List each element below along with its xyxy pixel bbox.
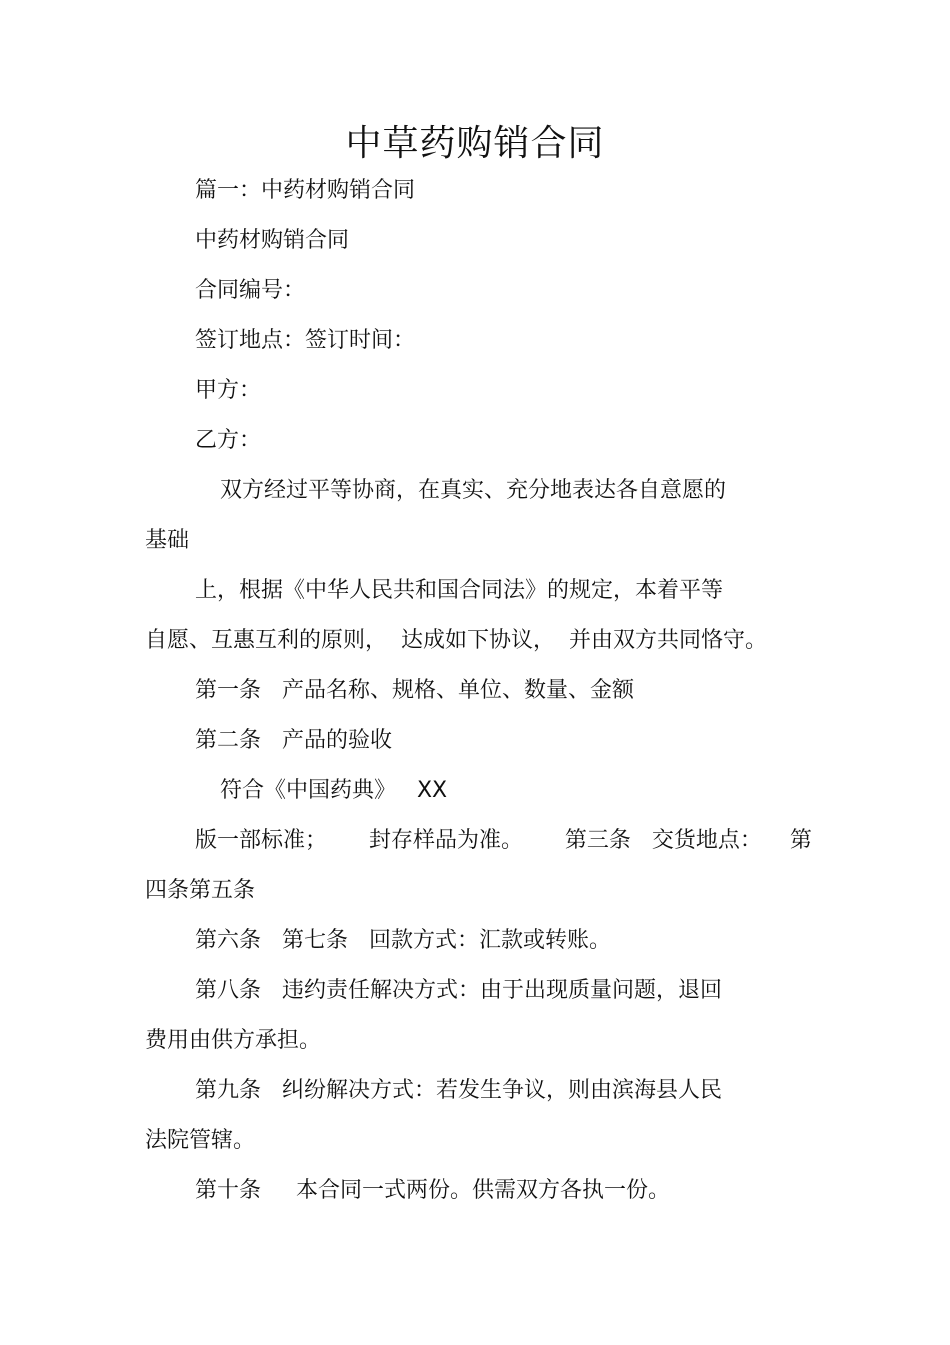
preamble-line: 双方经过平等协商，在真实、充分地表达各自意愿的 [220,478,727,503]
document-title: 中草药购销合同 [345,123,605,164]
preamble-line: 自愿、互惠互利的原则， 达成如下协议， 并由双方共同恪守。 [145,628,767,653]
contract-subtitle: 中药材购销合同 [195,228,350,253]
article-2-detail: 符合《中国药典》 XX [220,778,448,803]
article-10: 第十条 本合同一式两份。供需双方各执一份。 [195,1178,670,1203]
article-4-5: 四条第五条 [145,878,256,903]
article-1: 第一条 产品名称、规格、单位、数量、金额 [195,678,634,703]
article-2: 第二条 产品的验收 [195,728,392,753]
preamble-line: 基础 [145,528,190,553]
preamble-line: 上，根据《中华人民共和国合同法》的规定，本着平等 [195,578,724,603]
party-a-label: 甲方： [195,378,262,403]
article-8-continued: 费用由供方承担。 [145,1028,322,1053]
contract-number-label: 合同编号： [195,278,306,303]
article-9: 第九条 纠纷解决方式：若发生争议，则由滨海县人民 [195,1078,722,1103]
signing-place-time-label: 签订地点：签订时间： [195,328,416,353]
article-8: 第八条 违约责任解决方式：由于出现质量问题，退回 [195,978,722,1003]
article-6-7: 第六条 第七条 回款方式：汇款或转账。 [195,928,611,953]
section-heading: 篇一：中药材购销合同 [195,178,416,203]
article-9-continued: 法院管辖。 [145,1128,256,1153]
article-2-3-line: 版一部标准； 封存样品为准。 第三条 交货地点： 第 [195,828,812,853]
party-b-label: 乙方： [195,428,262,453]
